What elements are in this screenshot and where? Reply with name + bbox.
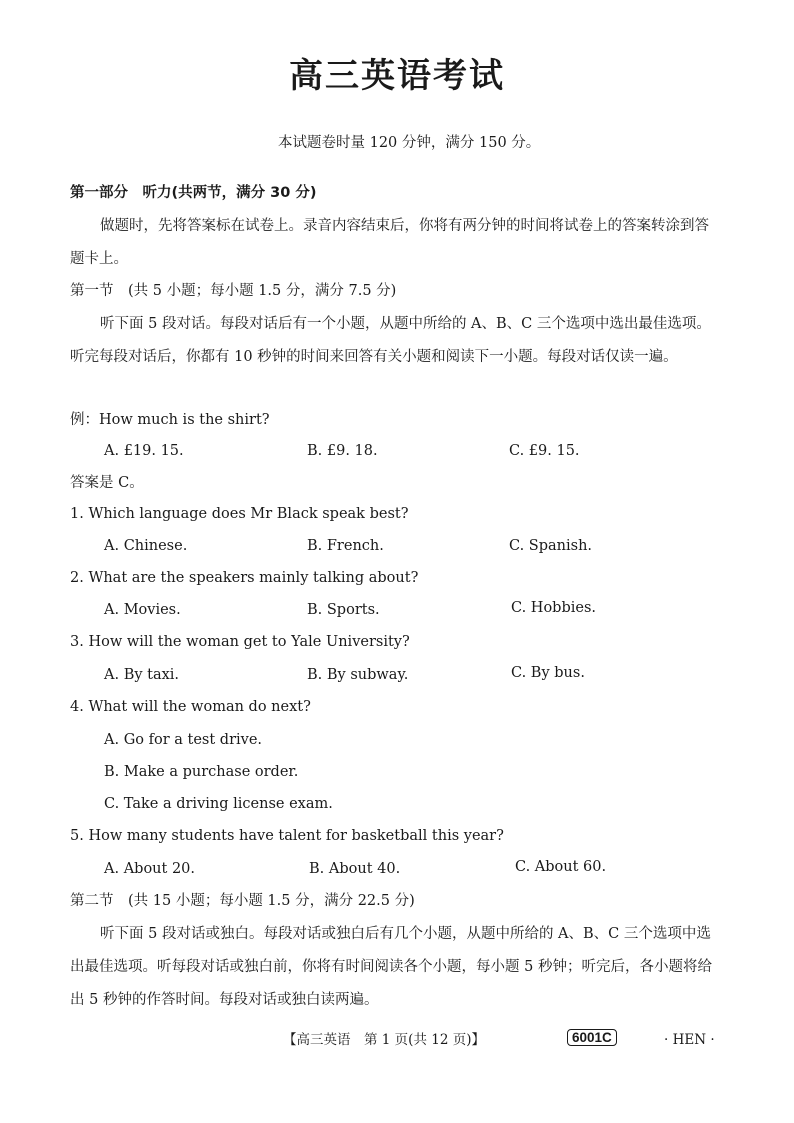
question-text: 4. What will the woman do next? <box>70 699 311 715</box>
section2-intro: 听下面 5 段对话或独白。每段对话或独白后有几个小题，从题中所给的 A、B、C 三个选项中选出最佳选项。听每段对话或独白前，你将有时间阅读各个小题，每小题 5 秒钟；听完后，各小题将给出 5 秒钟的作答时间。每段对话或独白读两遍。 <box>70 926 712 1008</box>
footer-code: 6001C <box>567 1029 617 1046</box>
option-c: C. By bus. <box>511 665 585 681</box>
footer-region: · HEN · <box>664 1032 715 1048</box>
option-c: C. Spanish. <box>509 538 593 554</box>
example-answer: 答案是 C。 <box>70 475 144 491</box>
option-a: A. Go for a test drive. <box>104 732 263 748</box>
footer-page-info: 【高三英语 第 1 页(共 12 页)】 <box>283 1032 485 1048</box>
part1-heading: 第一部分 听力(共两节，满分 30 分) <box>70 185 317 201</box>
example-option-a: A. £19. 15. <box>104 443 184 459</box>
example-option-b: B. £9. 18. <box>307 443 378 459</box>
question-text: 2. What are the speakers mainly talking about? <box>70 570 419 586</box>
option-a: A. About 20. <box>104 861 196 877</box>
part1-intro: 做题时，先将答案标在试卷上。录音内容结束后，你将有两分钟的时间将试卷上的答案转涂到答题卡上。 <box>70 218 709 267</box>
option-c: C. Hobbies. <box>511 600 597 616</box>
example-option-c: C. £9. 15. <box>509 443 580 459</box>
exam-title: 高三英语考试 <box>289 56 505 96</box>
question-text: 3. How will the woman get to Yale University? <box>70 634 410 650</box>
section2-heading: 第二节 (共 15 小题；每小题 1.5 分，满分 22.5 分) <box>70 893 415 909</box>
option-b: B. Sports. <box>307 602 380 618</box>
question-text: 5. How many students have talent for basketball this year? <box>70 828 504 844</box>
option-b: B. French. <box>307 538 384 554</box>
option-a: A. By taxi. <box>104 667 180 683</box>
option-a: A. Movies. <box>104 602 181 618</box>
option-b: B. Make a purchase order. <box>104 764 299 780</box>
option-b: B. About 40. <box>309 861 401 877</box>
option-b: B. By subway. <box>307 667 409 683</box>
section1-intro: 听下面 5 段对话。每段对话后有一个小题，从题中所给的 A、B、C 三个选项中选出最佳选项。听完每段对话后，你都有 10 秒钟的时间来回答有关小题和阅读下一小题。每段对话仅读一遍。 <box>70 316 711 365</box>
option-c: C. About 60. <box>515 859 607 875</box>
question-text: 1. Which language does Mr Black speak best? <box>70 506 409 522</box>
footer-code-box <box>567 1028 617 1048</box>
exam-subtitle: 本试题卷时量 120 分钟，满分 150 分。 <box>278 135 541 151</box>
option-a: A. Chinese. <box>104 538 188 554</box>
section1-heading: 第一节 (共 5 小题；每小题 1.5 分，满分 7.5 分) <box>70 283 397 299</box>
example-question: 例：How much is the shirt? <box>70 412 270 428</box>
option-c: C. Take a driving license exam. <box>104 796 333 812</box>
